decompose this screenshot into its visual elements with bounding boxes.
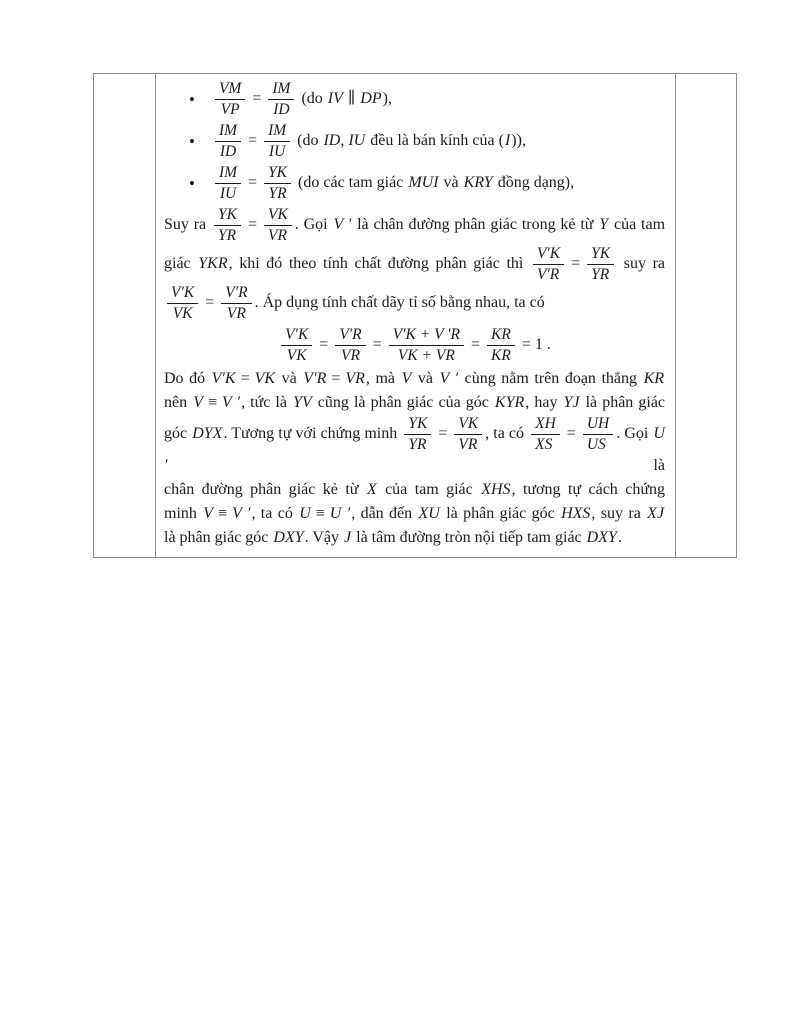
math-var: YKR bbox=[198, 255, 228, 273]
fraction-denominator: VR bbox=[226, 305, 246, 322]
fraction-numerator: YK bbox=[587, 245, 614, 265]
text-run: và bbox=[276, 370, 303, 387]
math-operator: = bbox=[571, 255, 581, 273]
fraction-numerator: YK bbox=[264, 164, 291, 184]
fraction bbox=[264, 164, 291, 203]
text-run: 1 . bbox=[534, 336, 551, 354]
fraction-denominator: ID bbox=[273, 101, 290, 118]
fraction-denominator: YR bbox=[591, 266, 610, 283]
text-run: )), bbox=[511, 132, 526, 150]
math-operator: ≡ bbox=[218, 505, 228, 522]
fraction bbox=[215, 164, 241, 203]
text-line bbox=[164, 478, 665, 502]
math-operator: = bbox=[247, 216, 257, 234]
math-operator: = bbox=[438, 425, 448, 443]
math-var: I bbox=[504, 132, 511, 150]
text-run: giác bbox=[164, 255, 198, 273]
math-var: KYR bbox=[494, 394, 525, 411]
fraction-numerator: V′R bbox=[335, 326, 365, 346]
math-var: V bbox=[193, 394, 203, 411]
content-cell bbox=[156, 74, 676, 557]
fraction bbox=[264, 122, 290, 161]
text-run: góc bbox=[164, 425, 192, 443]
fraction-denominator: VR bbox=[341, 347, 360, 364]
text-line bbox=[164, 391, 665, 415]
math-var: X bbox=[366, 481, 377, 498]
fraction-denominator: XS bbox=[535, 436, 553, 453]
math-var: V ′ bbox=[333, 216, 352, 234]
text-run: (do các tam giác bbox=[294, 174, 408, 192]
text-line bbox=[164, 502, 665, 526]
math-operator: ∥ bbox=[347, 90, 356, 108]
fraction-denominator: IU bbox=[219, 185, 237, 202]
math-var: XU bbox=[418, 505, 440, 522]
text-run: , ta có bbox=[251, 505, 299, 522]
fraction bbox=[454, 415, 482, 454]
text-run: . Gọi bbox=[616, 425, 653, 443]
math-operator: = bbox=[566, 425, 576, 443]
fraction-numerator: IM bbox=[215, 122, 241, 142]
text-run: và bbox=[412, 370, 439, 387]
math-var: U ′ bbox=[164, 425, 665, 474]
math-operator: = bbox=[521, 336, 531, 354]
math-var: U bbox=[299, 505, 311, 522]
fraction-denominator: YR bbox=[408, 436, 427, 453]
text-run: , tương tự cách chứng bbox=[511, 481, 665, 498]
math-var: V bbox=[401, 370, 412, 387]
bullet-icon: • bbox=[189, 89, 195, 109]
math-var: V ′ bbox=[222, 394, 241, 411]
fraction-numerator: V′K + V ′R bbox=[389, 326, 464, 346]
text-run: ), bbox=[382, 90, 392, 108]
text-run: đều là bán kính của ( bbox=[366, 132, 504, 150]
text-run: . Vậy bbox=[304, 529, 344, 546]
text-run: suy ra bbox=[617, 255, 666, 273]
fraction-denominator: KR bbox=[491, 347, 511, 364]
fraction bbox=[264, 206, 292, 245]
fraction bbox=[389, 326, 464, 365]
text-line bbox=[164, 245, 665, 284]
fraction-denominator: VK + VR bbox=[397, 347, 455, 364]
text-run: Suy ra bbox=[164, 216, 211, 234]
math-var: KRY bbox=[463, 174, 493, 192]
fraction-numerator: YK bbox=[404, 415, 431, 435]
text-run: là phân giác bbox=[580, 394, 666, 411]
text-run: , ta có bbox=[485, 425, 529, 443]
math-var: U ′ bbox=[329, 505, 351, 522]
text-run: nên bbox=[164, 394, 193, 411]
bullet-item bbox=[164, 122, 665, 161]
text-run: minh bbox=[164, 505, 203, 522]
text-run: , khi đó theo tính chất đường phân giác thì bbox=[228, 255, 530, 273]
fraction-numerator: V′K bbox=[533, 245, 564, 265]
fraction-numerator: VK bbox=[454, 415, 482, 435]
math-operator: = bbox=[248, 174, 258, 192]
bullet-icon: • bbox=[189, 173, 195, 193]
text-run: . bbox=[617, 529, 622, 546]
text-run: là chân đường phân giác trong kẻ từ bbox=[352, 216, 599, 234]
math-operator: ≡ bbox=[207, 394, 217, 411]
text-run: cũng là phân giác của góc bbox=[312, 394, 494, 411]
text-run: là phân giác góc bbox=[164, 529, 273, 546]
fraction-denominator: IU bbox=[268, 143, 286, 160]
math-operator: = bbox=[471, 336, 481, 354]
text-run: , mà bbox=[365, 370, 401, 387]
text-run: , dẫn đến bbox=[351, 505, 418, 522]
math-var: VK bbox=[254, 370, 276, 387]
fraction bbox=[215, 80, 245, 119]
fraction-denominator: US bbox=[586, 436, 606, 453]
math-var: YJ bbox=[563, 394, 580, 411]
fraction bbox=[281, 326, 312, 365]
text-run: (do bbox=[293, 132, 323, 150]
fraction bbox=[587, 245, 614, 284]
math-var: YV bbox=[293, 394, 312, 411]
text-run: Do đó bbox=[164, 370, 211, 387]
math-var: HXS bbox=[561, 505, 591, 522]
fraction-numerator: XH bbox=[531, 415, 560, 435]
math-operator: ≡ bbox=[315, 505, 325, 522]
fraction-numerator: VK bbox=[264, 206, 292, 226]
fraction bbox=[335, 326, 365, 365]
margin-cell-right bbox=[676, 74, 734, 557]
fraction bbox=[167, 284, 198, 323]
math-operator: = bbox=[372, 336, 382, 354]
fraction-denominator: VK bbox=[286, 347, 307, 364]
fraction-numerator: VM bbox=[215, 80, 245, 100]
math-operator: = bbox=[205, 294, 215, 312]
fraction-numerator: V′K bbox=[167, 284, 198, 304]
text-run: , hay bbox=[525, 394, 563, 411]
text-run: của tam giác bbox=[377, 481, 481, 498]
bullet-icon: • bbox=[189, 131, 195, 151]
equation-line bbox=[164, 326, 665, 365]
bullet-item bbox=[164, 164, 665, 203]
math-var: DP bbox=[360, 90, 382, 108]
math-var: Y bbox=[599, 216, 609, 234]
math-var: J bbox=[344, 529, 352, 546]
text-line bbox=[164, 284, 665, 323]
fraction bbox=[221, 284, 251, 323]
fraction-numerator: V′R bbox=[221, 284, 251, 304]
text-run: của tam bbox=[609, 216, 666, 234]
fraction-denominator: YR bbox=[217, 227, 237, 244]
math-var: XJ bbox=[647, 505, 665, 522]
solution-table bbox=[93, 73, 737, 558]
fraction-numerator: V′K bbox=[281, 326, 312, 346]
fraction bbox=[268, 80, 294, 119]
fraction-denominator: VP bbox=[220, 101, 240, 118]
text-line bbox=[164, 415, 665, 478]
text-run: . Gọi bbox=[294, 216, 333, 234]
text-run: . Tương tự với chứng minh bbox=[223, 425, 402, 443]
math-operator: = bbox=[248, 132, 258, 150]
fraction bbox=[404, 415, 431, 454]
math-var: KR bbox=[643, 370, 665, 387]
text-run: (do bbox=[297, 90, 327, 108]
text-run: , tức là bbox=[241, 394, 293, 411]
math-operator: = bbox=[252, 90, 262, 108]
math-var: DXY bbox=[273, 529, 304, 546]
fraction-numerator: IM bbox=[215, 164, 241, 184]
math-operator: = bbox=[240, 370, 250, 387]
fraction-denominator: ID bbox=[219, 143, 237, 160]
text-run: đồng dạng), bbox=[493, 174, 575, 192]
fraction bbox=[583, 415, 613, 454]
text-run: . Áp dụng tính chất dãy tỉ số bằng nhau, ta có bbox=[254, 294, 545, 312]
text-line bbox=[164, 526, 665, 550]
math-var: V ′ bbox=[232, 505, 251, 522]
fraction-numerator: IM bbox=[264, 122, 290, 142]
fraction-denominator: VR bbox=[267, 227, 287, 244]
margin-cell-left bbox=[94, 74, 156, 557]
bullet-item bbox=[164, 80, 665, 119]
fraction-numerator: IM bbox=[268, 80, 294, 100]
math-var: DXY bbox=[586, 529, 617, 546]
text-run: , suy ra bbox=[591, 505, 647, 522]
math-var: V′K bbox=[211, 370, 236, 387]
fraction bbox=[533, 245, 564, 284]
math-var: V bbox=[203, 505, 214, 522]
text-run: và bbox=[439, 174, 463, 192]
text-line bbox=[164, 367, 665, 391]
text-run: là phân giác góc bbox=[440, 505, 561, 522]
fraction-denominator: VR bbox=[458, 436, 478, 453]
text-run: là bbox=[168, 457, 665, 474]
text-run: chân đường phân giác kẻ từ bbox=[164, 481, 366, 498]
math-var: VR bbox=[345, 370, 365, 387]
fraction bbox=[215, 122, 241, 161]
fraction bbox=[531, 415, 560, 454]
text-run: là tâm đường tròn nội tiếp tam giác bbox=[352, 529, 586, 546]
text-line bbox=[164, 206, 665, 245]
fraction bbox=[487, 326, 515, 365]
fraction-numerator: KR bbox=[487, 326, 515, 346]
math-var: XHS bbox=[481, 481, 511, 498]
text-run: cùng nằm trên đoạn thẳng bbox=[459, 370, 643, 387]
math-var: V′R bbox=[303, 370, 327, 387]
math-var: IV bbox=[327, 90, 343, 108]
math-var: V ′ bbox=[439, 370, 459, 387]
fraction bbox=[214, 206, 241, 245]
math-var: ID, IU bbox=[323, 132, 366, 150]
fraction-denominator: YR bbox=[268, 185, 287, 202]
math-operator: = bbox=[319, 336, 329, 354]
fraction-numerator: UH bbox=[583, 415, 613, 435]
math-var: MUI bbox=[408, 174, 439, 192]
fraction-denominator: V′R bbox=[536, 266, 560, 283]
fraction-numerator: YK bbox=[214, 206, 241, 226]
fraction-denominator: VK bbox=[172, 305, 193, 322]
math-var: DYX bbox=[192, 425, 223, 443]
math-operator: = bbox=[331, 370, 341, 387]
